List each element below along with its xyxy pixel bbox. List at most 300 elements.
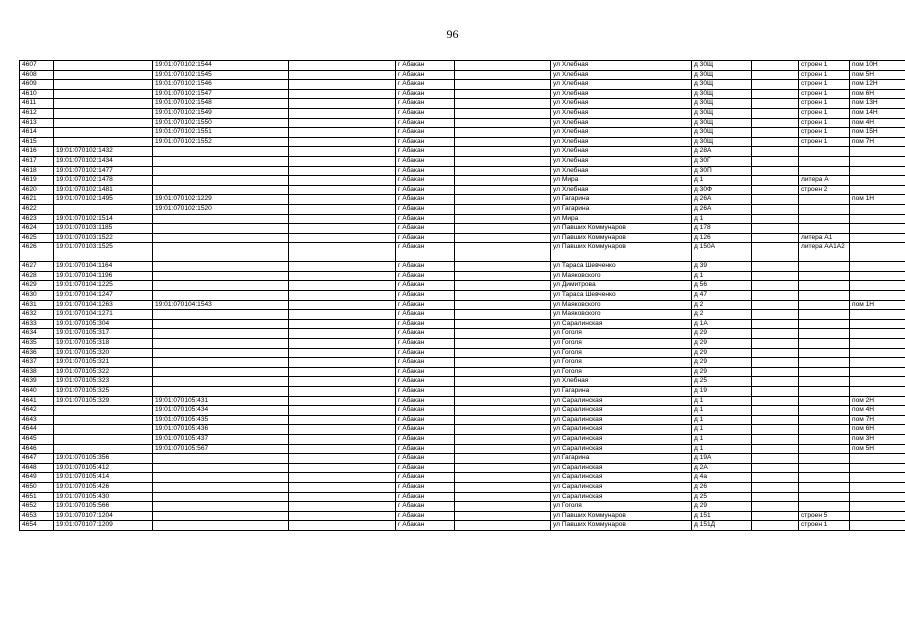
house-cell: д 29 <box>692 339 752 349</box>
room-cell <box>850 156 905 166</box>
street-cell: ул Хлебная <box>551 99 692 109</box>
room-cell <box>850 348 905 358</box>
city-cell: г Абакан <box>396 70 455 80</box>
empty-cell <box>752 300 799 310</box>
street-cell: ул Саралинская <box>551 482 692 492</box>
row-number-cell: 4647 <box>20 454 54 464</box>
empty-cell <box>752 176 799 186</box>
cadastral-number-cell: 19:01:070105:329 <box>54 396 153 406</box>
building-cell <box>799 415 850 425</box>
room-cell <box>850 339 905 349</box>
empty-cell <box>752 492 799 502</box>
room-cell <box>850 176 905 186</box>
city-cell: г Абакан <box>396 108 455 118</box>
row-number-cell: 4607 <box>20 61 54 71</box>
table-row <box>20 137 905 147</box>
empty-cell <box>289 415 396 425</box>
street-cell: ул Хлебная <box>551 80 692 90</box>
street-cell: ул Гагарина <box>551 195 692 205</box>
row-number-cell: 4648 <box>20 463 54 473</box>
cadastral-number-cell <box>54 406 153 416</box>
cadastral-number-cell: 19:01:070102:1432 <box>54 147 153 157</box>
cadastral-number-cell: 19:01:070105:318 <box>54 339 153 349</box>
row-number-cell: 4611 <box>20 99 54 109</box>
empty-cell <box>455 339 551 349</box>
empty-cell <box>455 434 551 444</box>
house-cell: д 29 <box>692 348 752 358</box>
empty-cell <box>455 61 551 71</box>
table-row <box>20 99 905 109</box>
building-cell <box>799 396 850 406</box>
cadastral-number-cell: 19:01:070102:1481 <box>54 185 153 195</box>
sub-cadastral-number-cell <box>153 243 289 262</box>
row-number-cell: 4639 <box>20 377 54 387</box>
city-cell: г Абакан <box>396 204 455 214</box>
row-number-cell: 4652 <box>20 502 54 512</box>
sub-cadastral-number-cell: 19:01:070102:1550 <box>153 118 289 128</box>
city-cell: г Абакан <box>396 89 455 99</box>
cadastral-number-cell: 19:01:070103:1185 <box>54 224 153 234</box>
cadastral-number-cell: 19:01:070104:1263 <box>54 300 153 310</box>
street-cell: ул Павших Коммунаров <box>551 224 692 234</box>
street-cell: ул Хлебная <box>551 137 692 147</box>
street-cell: ул Гагарина <box>551 204 692 214</box>
building-cell <box>799 339 850 349</box>
city-cell: г Абакан <box>396 502 455 512</box>
empty-cell <box>455 502 551 512</box>
table-row <box>20 204 905 214</box>
table-row <box>20 61 905 71</box>
empty-cell <box>455 454 551 464</box>
table-row <box>20 358 905 368</box>
empty-cell <box>455 511 551 521</box>
table-row <box>20 118 905 128</box>
empty-cell <box>752 185 799 195</box>
cadastral-number-cell: 19:01:070105:323 <box>54 377 153 387</box>
house-cell: д 2 <box>692 310 752 320</box>
empty-cell <box>455 415 551 425</box>
row-number-cell: 4640 <box>20 387 54 397</box>
city-cell: г Абакан <box>396 118 455 128</box>
table-row <box>20 224 905 234</box>
empty-cell <box>455 463 551 473</box>
house-cell: д 47 <box>692 291 752 301</box>
row-number-cell: 4627 <box>20 262 54 272</box>
table-row <box>20 262 905 272</box>
empty-cell <box>289 233 396 243</box>
city-cell: г Абакан <box>396 310 455 320</box>
empty-cell <box>289 80 396 90</box>
row-number-cell: 4641 <box>20 396 54 406</box>
house-cell: д 30Щ <box>692 118 752 128</box>
sub-cadastral-number-cell <box>153 358 289 368</box>
row-number-cell: 4632 <box>20 310 54 320</box>
row-number-cell: 4645 <box>20 434 54 444</box>
city-cell: г Абакан <box>396 358 455 368</box>
table-row <box>20 70 905 80</box>
table-row <box>20 473 905 483</box>
row-number-cell: 4620 <box>20 185 54 195</box>
city-cell: г Абакан <box>396 176 455 186</box>
cadastral-number-cell: 19:01:070105:426 <box>54 482 153 492</box>
house-cell: д 1 <box>692 396 752 406</box>
room-cell: пом 5Н <box>850 70 905 80</box>
empty-cell <box>752 387 799 397</box>
sub-cadastral-number-cell: 19:01:070102:1548 <box>153 99 289 109</box>
sub-cadastral-number-cell: 19:01:070105:437 <box>153 434 289 444</box>
row-number-cell: 4637 <box>20 358 54 368</box>
city-cell: г Абакан <box>396 99 455 109</box>
cadastral-number-cell <box>54 137 153 147</box>
house-cell: д 30Щ <box>692 99 752 109</box>
city-cell: г Абакан <box>396 434 455 444</box>
house-cell: д 30Щ <box>692 80 752 90</box>
cadastral-number-cell: 19:01:070105:321 <box>54 358 153 368</box>
house-cell: д 28А <box>692 147 752 157</box>
empty-cell <box>455 80 551 90</box>
row-number-cell: 4633 <box>20 319 54 329</box>
street-cell: ул Хлебная <box>551 61 692 71</box>
empty-cell <box>289 339 396 349</box>
row-number-cell: 4635 <box>20 339 54 349</box>
empty-cell <box>289 61 396 71</box>
empty-cell <box>289 396 396 406</box>
room-cell <box>850 310 905 320</box>
empty-cell <box>752 156 799 166</box>
house-cell: д 2 <box>692 300 752 310</box>
street-cell: ул Саралинская <box>551 415 692 425</box>
sub-cadastral-number-cell <box>153 492 289 502</box>
house-cell: д 4а <box>692 473 752 483</box>
room-cell: пом 4Н <box>850 118 905 128</box>
room-cell <box>850 233 905 243</box>
building-cell <box>799 195 850 205</box>
street-cell: ул Павших Коммунаров <box>551 243 692 262</box>
city-cell: г Абакан <box>396 463 455 473</box>
empty-cell <box>752 348 799 358</box>
cadastral-number-cell: 19:01:070104:1164 <box>54 262 153 272</box>
empty-cell <box>455 176 551 186</box>
room-cell <box>850 511 905 521</box>
house-cell: д 1 <box>692 415 752 425</box>
cadastral-number-cell: 19:01:070102:1477 <box>54 166 153 176</box>
street-cell: ул Хлебная <box>551 166 692 176</box>
city-cell: г Абакан <box>396 339 455 349</box>
room-cell <box>850 291 905 301</box>
house-cell: д 30П <box>692 166 752 176</box>
table-row <box>20 463 905 473</box>
cadastral-number-cell: 19:01:070105:414 <box>54 473 153 483</box>
cadastral-number-cell: 19:01:070102:1478 <box>54 176 153 186</box>
empty-cell <box>455 128 551 138</box>
empty-cell <box>752 473 799 483</box>
building-cell <box>799 348 850 358</box>
empty-cell <box>752 434 799 444</box>
sub-cadastral-number-cell <box>153 348 289 358</box>
room-cell <box>850 521 905 531</box>
room-cell <box>850 329 905 339</box>
sub-cadastral-number-cell <box>153 224 289 234</box>
cadastral-number-cell <box>54 61 153 71</box>
building-cell <box>799 358 850 368</box>
house-cell: д 19А <box>692 454 752 464</box>
empty-cell <box>752 319 799 329</box>
row-number-cell: 4629 <box>20 281 54 291</box>
empty-cell <box>752 137 799 147</box>
table-row <box>20 233 905 243</box>
empty-cell <box>752 243 799 262</box>
street-cell: ул Саралинская <box>551 396 692 406</box>
house-cell: д 26 <box>692 482 752 492</box>
building-cell: строен 1 <box>799 99 850 109</box>
building-cell <box>799 482 850 492</box>
street-cell: ул Хлебная <box>551 128 692 138</box>
row-number-cell: 4618 <box>20 166 54 176</box>
sub-cadastral-number-cell <box>153 233 289 243</box>
cadastral-number-cell <box>54 118 153 128</box>
building-cell <box>799 473 850 483</box>
street-cell: ул Павших Коммунаров <box>551 511 692 521</box>
city-cell: г Абакан <box>396 492 455 502</box>
cadastral-number-cell <box>54 99 153 109</box>
empty-cell <box>752 310 799 320</box>
empty-cell <box>455 406 551 416</box>
room-cell: пом 3Н <box>850 434 905 444</box>
empty-cell <box>752 204 799 214</box>
cadastral-number-cell: 19:01:070105:356 <box>54 454 153 464</box>
empty-cell <box>752 128 799 138</box>
room-cell <box>850 166 905 176</box>
empty-cell <box>752 425 799 435</box>
city-cell: г Абакан <box>396 147 455 157</box>
sub-cadastral-number-cell <box>153 185 289 195</box>
row-number-cell: 4617 <box>20 156 54 166</box>
empty-cell <box>752 61 799 71</box>
empty-cell <box>752 358 799 368</box>
empty-cell <box>455 118 551 128</box>
room-cell: пом 6Н <box>850 89 905 99</box>
empty-cell <box>289 176 396 186</box>
page-number: 96 <box>446 27 459 41</box>
cadastral-number-cell: 19:01:070105:317 <box>54 329 153 339</box>
sub-cadastral-number-cell: 19:01:070104:1543 <box>153 300 289 310</box>
empty-cell <box>289 502 396 512</box>
cadastral-number-cell <box>54 444 153 454</box>
empty-cell <box>752 262 799 272</box>
room-cell <box>850 204 905 214</box>
room-cell: пом 1Н <box>850 195 905 205</box>
empty-cell <box>752 214 799 224</box>
room-cell <box>850 185 905 195</box>
city-cell: г Абакан <box>396 444 455 454</box>
empty-cell <box>289 454 396 464</box>
sub-cadastral-number-cell: 19:01:070105:436 <box>153 425 289 435</box>
room-cell <box>850 224 905 234</box>
cadastral-number-cell: 19:01:070104:1196 <box>54 271 153 281</box>
empty-cell <box>455 358 551 368</box>
city-cell: г Абакан <box>396 415 455 425</box>
city-cell: г Абакан <box>396 185 455 195</box>
empty-cell <box>752 502 799 512</box>
room-cell: пом 10Н <box>850 61 905 71</box>
table-row <box>20 444 905 454</box>
table-row <box>20 454 905 464</box>
house-cell: д 30Г <box>692 156 752 166</box>
room-cell <box>850 482 905 492</box>
street-cell: ул Хлебная <box>551 185 692 195</box>
street-cell: ул Мира <box>551 214 692 224</box>
street-cell: ул Гоголя <box>551 358 692 368</box>
building-cell <box>799 367 850 377</box>
city-cell: г Абакан <box>396 195 455 205</box>
city-cell: г Абакан <box>396 473 455 483</box>
sub-cadastral-number-cell <box>153 339 289 349</box>
table-row <box>20 406 905 416</box>
empty-cell <box>289 463 396 473</box>
sub-cadastral-number-cell: 19:01:070102:1546 <box>153 80 289 90</box>
empty-cell <box>455 224 551 234</box>
city-cell: г Абакан <box>396 482 455 492</box>
empty-cell <box>455 89 551 99</box>
table-row <box>20 502 905 512</box>
empty-cell <box>289 224 396 234</box>
building-cell <box>799 271 850 281</box>
sub-cadastral-number-cell <box>153 281 289 291</box>
empty-cell <box>455 262 551 272</box>
house-cell: д 26А <box>692 195 752 205</box>
room-cell <box>850 281 905 291</box>
empty-cell <box>455 444 551 454</box>
house-cell: д 30Щ <box>692 70 752 80</box>
street-cell: ул Гоголя <box>551 502 692 512</box>
room-cell <box>850 262 905 272</box>
building-cell <box>799 262 850 272</box>
city-cell: г Абакан <box>396 387 455 397</box>
row-number-cell: 4626 <box>20 243 54 262</box>
room-cell <box>850 473 905 483</box>
street-cell: ул Павших Коммунаров <box>551 233 692 243</box>
room-cell <box>850 377 905 387</box>
registry-body <box>20 61 905 531</box>
building-cell <box>799 204 850 214</box>
cadastral-number-cell: 19:01:070105:566 <box>54 502 153 512</box>
street-cell: ул Саралинская <box>551 473 692 483</box>
empty-cell <box>289 195 396 205</box>
house-cell: д 29 <box>692 358 752 368</box>
table-row <box>20 214 905 224</box>
city-cell: г Абакан <box>396 425 455 435</box>
empty-cell <box>752 521 799 531</box>
empty-cell <box>289 319 396 329</box>
empty-cell <box>289 358 396 368</box>
row-number-cell: 4623 <box>20 214 54 224</box>
cadastral-number-cell: 19:01:070102:1434 <box>54 156 153 166</box>
empty-cell <box>455 166 551 176</box>
empty-cell <box>289 108 396 118</box>
building-cell: строен 1 <box>799 70 850 80</box>
room-cell: пом 15Н <box>850 128 905 138</box>
building-cell: строен 1 <box>799 137 850 147</box>
building-cell <box>799 434 850 444</box>
row-number-cell: 4612 <box>20 108 54 118</box>
sub-cadastral-number-cell: 19:01:070102:1229 <box>153 195 289 205</box>
cadastral-number-cell: 19:01:070103:1525 <box>54 243 153 262</box>
empty-cell <box>455 425 551 435</box>
city-cell: г Абакан <box>396 271 455 281</box>
building-cell <box>799 310 850 320</box>
room-cell <box>850 358 905 368</box>
sub-cadastral-number-cell <box>153 473 289 483</box>
street-cell: ул Маяковского <box>551 300 692 310</box>
row-number-cell: 4621 <box>20 195 54 205</box>
sub-cadastral-number-cell <box>153 166 289 176</box>
cadastral-number-cell: 19:01:070103:1522 <box>54 233 153 243</box>
sub-cadastral-number-cell <box>153 214 289 224</box>
empty-cell <box>289 271 396 281</box>
empty-cell <box>455 271 551 281</box>
empty-cell <box>752 195 799 205</box>
house-cell: д 1 <box>692 406 752 416</box>
building-cell: строен 1 <box>799 89 850 99</box>
city-cell: г Абакан <box>396 166 455 176</box>
cadastral-number-cell <box>54 89 153 99</box>
empty-cell <box>289 291 396 301</box>
empty-cell <box>289 492 396 502</box>
room-cell <box>850 387 905 397</box>
house-cell: д 26А <box>692 204 752 214</box>
empty-cell <box>289 243 396 262</box>
empty-cell <box>455 367 551 377</box>
building-cell <box>799 377 850 387</box>
sub-cadastral-number-cell <box>153 463 289 473</box>
cadastral-number-cell: 19:01:070105:412 <box>54 463 153 473</box>
sub-cadastral-number-cell: 19:01:070102:1552 <box>153 137 289 147</box>
street-cell: ул Саралинская <box>551 434 692 444</box>
table-row <box>20 482 905 492</box>
cadastral-number-cell: 19:01:070102:1514 <box>54 214 153 224</box>
empty-cell <box>455 185 551 195</box>
house-cell: д 25 <box>692 377 752 387</box>
building-cell: строен 1 <box>799 118 850 128</box>
empty-cell <box>752 415 799 425</box>
street-cell: ул Димитрова <box>551 281 692 291</box>
house-cell: д 1 <box>692 444 752 454</box>
city-cell: г Абакан <box>396 156 455 166</box>
building-cell: строен 1 <box>799 521 850 531</box>
empty-cell <box>289 310 396 320</box>
building-cell: строен 1 <box>799 61 850 71</box>
city-cell: г Абакан <box>396 329 455 339</box>
empty-cell <box>289 166 396 176</box>
empty-cell <box>455 214 551 224</box>
building-cell: строен 1 <box>799 80 850 90</box>
city-cell: г Абакан <box>396 262 455 272</box>
sub-cadastral-number-cell <box>153 387 289 397</box>
sub-cadastral-number-cell <box>153 156 289 166</box>
room-cell <box>850 463 905 473</box>
empty-cell <box>289 329 396 339</box>
empty-cell <box>289 473 396 483</box>
room-cell: пом 4Н <box>850 406 905 416</box>
city-cell: г Абакан <box>396 521 455 531</box>
sub-cadastral-number-cell <box>153 454 289 464</box>
empty-cell <box>455 108 551 118</box>
table-row <box>20 166 905 176</box>
empty-cell <box>752 147 799 157</box>
table-row <box>20 387 905 397</box>
city-cell: г Абакан <box>396 128 455 138</box>
city-cell: г Абакан <box>396 214 455 224</box>
